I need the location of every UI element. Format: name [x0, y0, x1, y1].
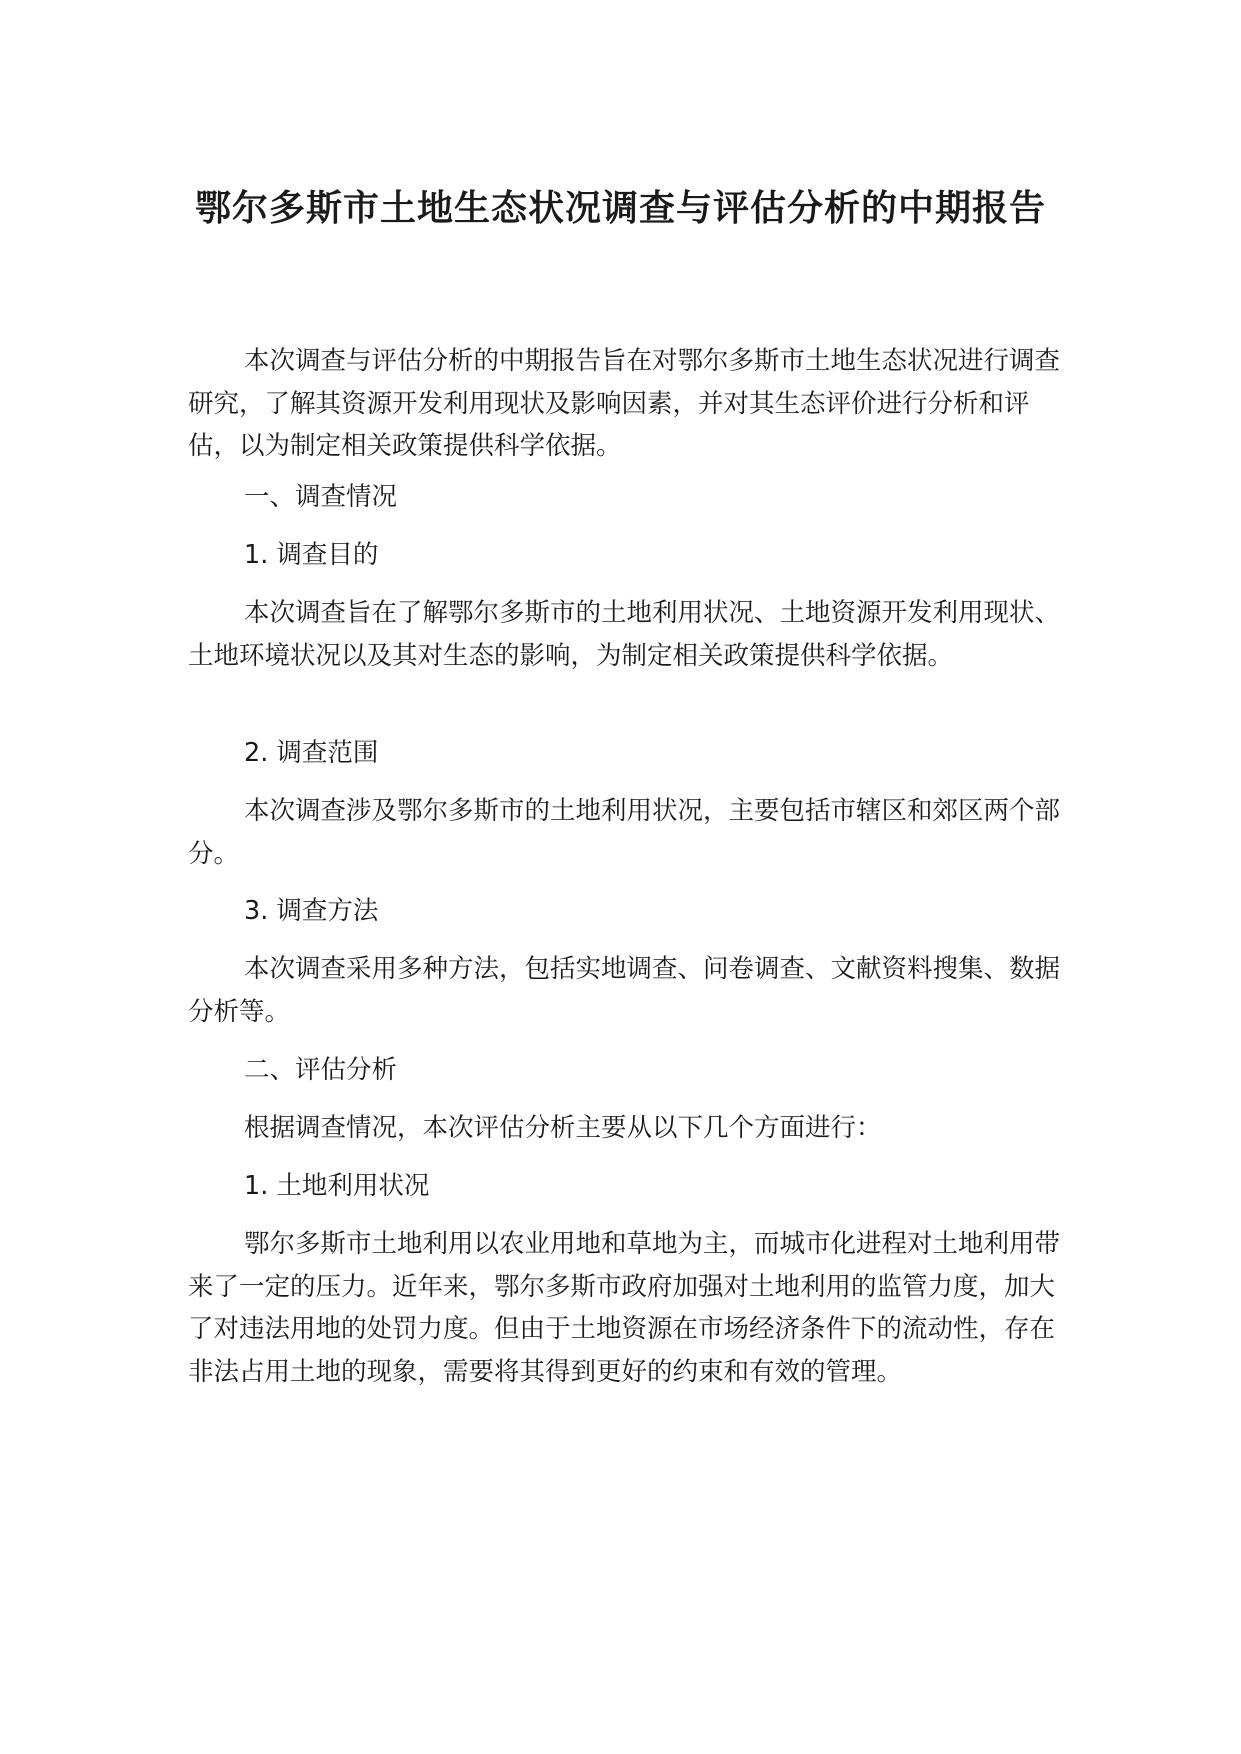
- heading-survey-purpose: 1. 调查目的: [244, 540, 379, 570]
- paragraph-survey-method: 本次调查采用多种方法，包括实地调查、问卷调查、文献资料搜集、数据分析等。: [188, 954, 1061, 1027]
- document-title: 鄂尔多斯市土地生态状况调查与评估分析的中期报告: [194, 188, 1046, 229]
- heading-land-use: 1. 土地利用状况: [244, 1171, 430, 1201]
- paragraph-survey-purpose: 本次调查旨在了解鄂尔多斯市的土地利用状况、土地资源开发利用现状、土地环境状况以及其对生态的影响，为制定相关政策提供科学依据。: [188, 598, 1061, 671]
- paragraph-intro: 本次调查与评估分析的中期报告旨在对鄂尔多斯市土地生态状况进行调查研究，了解其资源开发利用现状及影响因素，并对其生态评价进行分析和评估，以为制定相关政策提供科学依据。: [188, 346, 1061, 461]
- heading-section-1: 一、调查情况: [244, 482, 398, 512]
- paragraph-land-use: 鄂尔多斯市土地利用以农业用地和草地为主，而城市化进程对土地利用带来了一定的压力。近年来，鄂尔多斯市政府加强对土地利用的监管力度，加大了对违法用地的处罚力度。但由于土地资源在市场经济条件下的流动性，存在非法占用土地的现象，需要将其得到更好的约束和有效的管理。: [188, 1229, 1061, 1387]
- heading-survey-method: 3. 调查方法: [244, 896, 379, 926]
- heading-section-2: 二、评估分析: [244, 1055, 398, 1085]
- heading-survey-scope: 2. 调查范围: [244, 738, 379, 768]
- paragraph-assessment-intro: 根据调查情况，本次评估分析主要从以下几个方面进行：: [244, 1113, 882, 1143]
- paragraph-survey-scope: 本次调查涉及鄂尔多斯市的土地利用状况，主要包括市辖区和郊区两个部分。: [188, 796, 1061, 869]
